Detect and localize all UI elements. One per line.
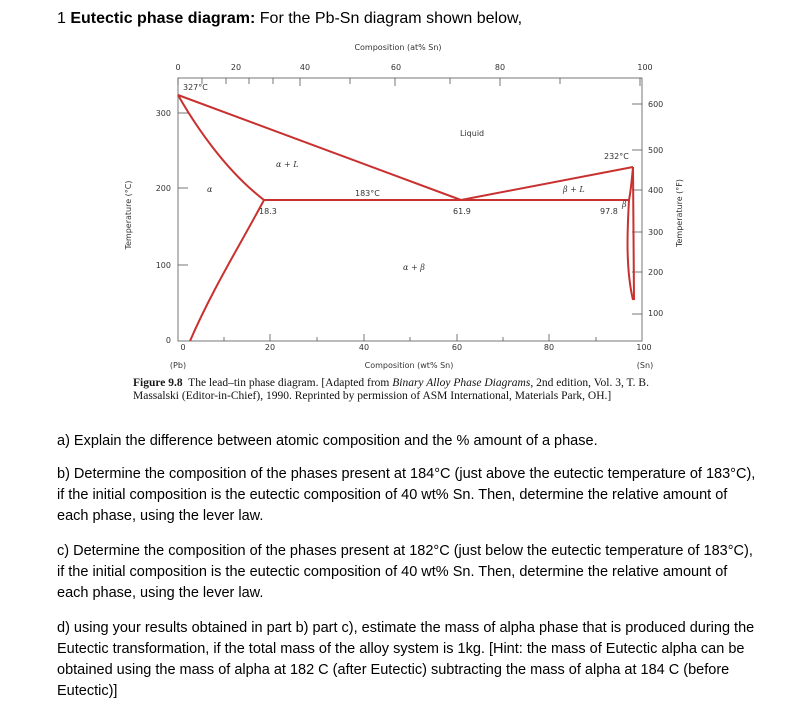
- question-title-rest: For the Pb-Sn diagram shown below,: [259, 10, 523, 27]
- beta-solvus-line: [628, 200, 633, 300]
- right-axis-title: Temperature (°F): [675, 178, 684, 248]
- top-tick-label: 0: [175, 63, 181, 72]
- beta-region-label: β: [622, 200, 627, 209]
- bottom-axis-ticks: [224, 334, 596, 341]
- alpha-solvus-line: [190, 200, 264, 341]
- bottom-tick-label: 60: [451, 343, 463, 352]
- bottom-right-end-label: (Sn): [636, 361, 654, 370]
- left-tick-label: 200: [155, 184, 171, 193]
- pb-liquidus-line: [178, 95, 461, 200]
- bottom-axis-title: Composition (wt% Sn): [364, 361, 454, 370]
- bottom-tick-label: 20: [264, 343, 276, 352]
- alpha-beta-region-label: α + β: [403, 263, 425, 272]
- bottom-tick-label: 100: [636, 343, 652, 352]
- bottom-tick-label: 40: [358, 343, 370, 352]
- liquid-region-label: Liquid: [460, 129, 485, 138]
- sn-pure-line: [633, 167, 634, 300]
- bottom-tick-label: 80: [543, 343, 555, 352]
- top-tick-label: 80: [494, 63, 506, 72]
- caption-text-2: 2nd edition, Vol. 3, T. B. Massalski (Editor-in-Chief), 1990. Reprinted by permission of ASM International, Materials Park, OH.]: [133, 377, 649, 402]
- left-tick-label: 100: [155, 261, 171, 270]
- caption-text-1: The lead–tin phase diagram. [Adapted from: [188, 377, 393, 389]
- eutectic-temperature-label: 183°C: [355, 189, 380, 198]
- left-tick-label: 0: [165, 336, 171, 345]
- question-c: c) Determine the composition of the phases present at 182°C (just below the eutectic temperature of 183°C), if the initial composition is the eutectic composition of 40 wt% Sn. Then, determine the relative amount of each phase, using the lever law.: [57, 543, 753, 601]
- alpha-region-label: α: [207, 185, 213, 194]
- plot-frame: [178, 78, 642, 341]
- caption-source-title: Binary Alloy Phase Diagrams,: [392, 377, 534, 389]
- top-tick-label: 100: [637, 63, 653, 72]
- question-a: a) Explain the difference between atomic composition and the % amount of a phase.: [57, 433, 598, 449]
- bottom-tick-label: 0: [180, 343, 186, 352]
- right-tick-label: 300: [648, 228, 664, 237]
- top-tick-label: 40: [299, 63, 311, 72]
- top-tick-label: 20: [230, 63, 242, 72]
- beta-liquid-region-label: β + L: [563, 185, 585, 194]
- right-tick-label: 400: [648, 186, 664, 195]
- right-tick-label: 500: [648, 146, 664, 155]
- left-tick-label: 300: [155, 109, 171, 118]
- right-tick-label: 100: [648, 309, 664, 318]
- sn-liquidus-line: [461, 167, 633, 200]
- beta-limit-label: 97.8: [600, 207, 618, 216]
- figure-caption: [133, 377, 673, 402]
- alpha-limit-label: 18.3: [259, 207, 277, 216]
- left-axis-title: Temperature (°C): [124, 180, 133, 250]
- sn-melting-point-label: 232°C: [604, 152, 629, 161]
- top-axis-ticks: [178, 78, 640, 86]
- alpha-liquid-region-label: α + L: [276, 160, 299, 169]
- right-tick-label: 200: [648, 268, 664, 277]
- eutectic-composition-label: 61.9: [453, 207, 471, 216]
- top-axis-title: Composition (at% Sn): [354, 43, 442, 52]
- pb-melting-point-label: 327°C: [183, 83, 208, 92]
- figure-number: Figure 9.8: [133, 377, 183, 389]
- top-tick-label: 60: [390, 63, 402, 72]
- question-b: b) Determine the composition of the phases present at 184°C (just above the eutectic temperature of 183°C), if the initial composition is the eutectic composition of 40 wt% Sn. Then, determine the relative amount of each phase, using the lever law.: [57, 466, 756, 524]
- phase-boundaries: [178, 95, 634, 341]
- question-number: 1: [57, 10, 66, 27]
- left-axis-ticks: [178, 113, 188, 265]
- question-title-bold: Eutectic phase diagram:: [70, 10, 256, 27]
- question-d: d) using your results obtained in part b) part c), estimate the mass of alpha phase that is produced during the Eutectic transformation, if the total mass of the alloy system is 1kg. [Hint: the mass of Eutectic alpha can be obtained using the mass of alpha at 182 C (after Eutectic) subtracting the mass of alpha at 184 C (before Eutectic)]: [57, 620, 755, 699]
- bottom-left-end-label: (Pb): [169, 361, 187, 370]
- right-tick-label: 600: [648, 100, 664, 109]
